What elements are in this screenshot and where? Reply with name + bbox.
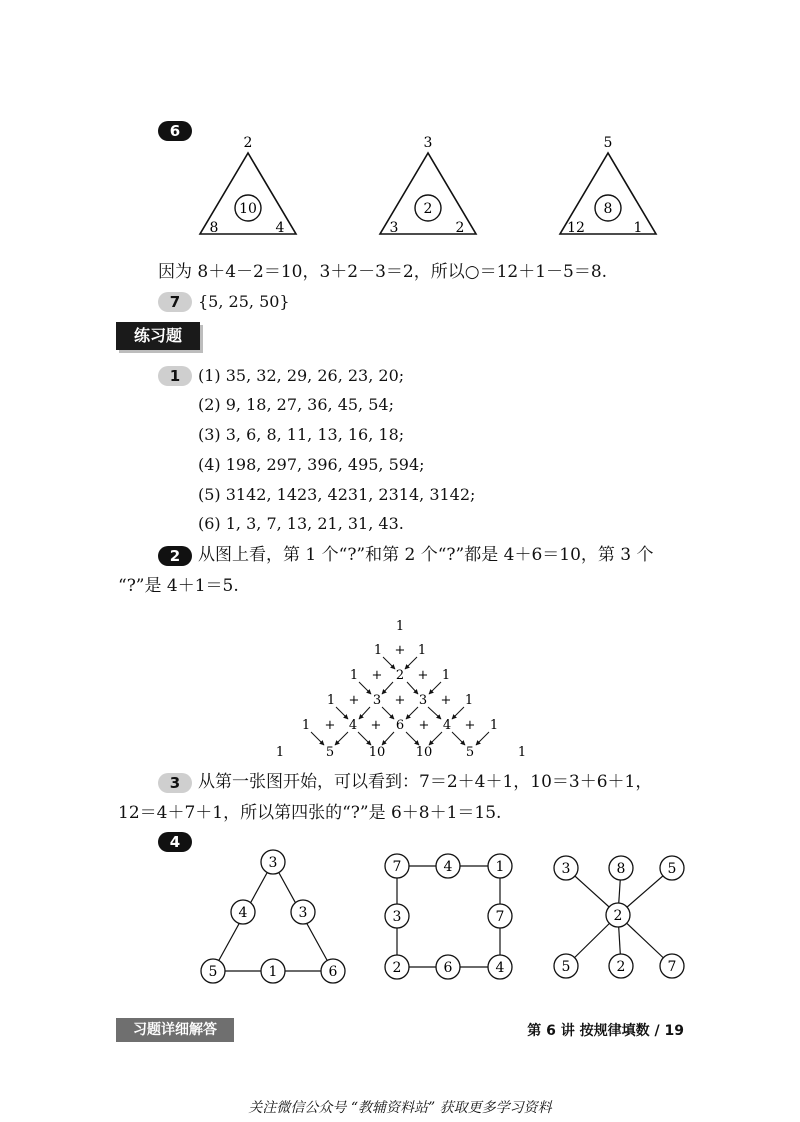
exercise-1-badge: 1 bbox=[158, 366, 192, 386]
triangle-center-number: 10 bbox=[239, 201, 257, 217]
pascal-pyramid-figure bbox=[260, 612, 540, 762]
exercise-1-line-4: (4) 198, 297, 396, 495, 594; bbox=[198, 455, 425, 474]
node-number: 4 bbox=[443, 859, 453, 875]
exercise-1-line-3: (3) 3, 6, 8, 11, 13, 16, 18; bbox=[198, 425, 405, 444]
triangle-right-number: 4 bbox=[275, 220, 285, 236]
node-number: 2 bbox=[392, 960, 402, 976]
exercise-3-line-1: 从第一张图开始，可以看到：7＝2＋4＋1，10＝3＋6＋1， bbox=[198, 772, 653, 792]
triangle-center-number: 2 bbox=[423, 201, 433, 217]
pyramid-number: 3 bbox=[372, 693, 382, 708]
triangle-center-number: 8 bbox=[603, 201, 613, 217]
node-number: 5 bbox=[561, 959, 571, 975]
node-number: 5 bbox=[208, 964, 218, 980]
pyramid-number: 1 bbox=[349, 668, 359, 683]
pyramid-number: 1 bbox=[275, 745, 285, 760]
exercise-1-line-5: (5) 3142, 1423, 4231, 2314, 3142; bbox=[198, 485, 476, 504]
q7-answer: {5, 25, 50} bbox=[198, 292, 290, 311]
triangle-right-number: 1 bbox=[633, 220, 643, 236]
triangle-left-number: 12 bbox=[567, 220, 585, 236]
triangle-top-number: 2 bbox=[243, 135, 253, 151]
exercise-3-badge: 3 bbox=[158, 773, 192, 793]
pyramid-number: 1 bbox=[373, 643, 383, 658]
q6-triangle-1 bbox=[200, 135, 296, 236]
node-number: 8 bbox=[616, 861, 626, 877]
pyramid-plus: + bbox=[440, 693, 452, 708]
node-number: 4 bbox=[238, 905, 248, 921]
triangle-left-number: 3 bbox=[389, 220, 399, 236]
bottom-watermark-note: 关注微信公众号 “教辅资料站” 获取更多学习资料 bbox=[248, 1100, 552, 1116]
pyramid-number: 1 bbox=[489, 718, 499, 733]
triangle-left-number: 8 bbox=[209, 220, 219, 236]
node-number: 7 bbox=[667, 959, 677, 975]
pyramid-number: 10 bbox=[415, 745, 433, 760]
exercise-1-line-1: (1) 35, 32, 29, 26, 23, 20; bbox=[198, 366, 405, 385]
pyramid-number: 1 bbox=[326, 693, 336, 708]
pyramid-number: 4 bbox=[348, 718, 358, 733]
question-7-badge: 7 bbox=[158, 292, 192, 312]
node-number: 1 bbox=[495, 859, 505, 875]
exercise-2-line-2: “?”是 4＋1＝5. bbox=[118, 576, 239, 596]
section-title-exercises: 练习题 bbox=[116, 322, 200, 350]
pyramid-number: 1 bbox=[417, 643, 427, 658]
node-number: 1 bbox=[268, 964, 278, 980]
pyramid-plus: + bbox=[371, 668, 383, 683]
footer-section-label: 习题详细解答 bbox=[116, 1018, 234, 1042]
node-number: 2 bbox=[613, 908, 623, 924]
exercise-2-line-1: 从图上看，第 1 个“?”和第 2 个“?”都是 4＋6＝10，第 3 个 bbox=[198, 545, 654, 565]
q6-triangle-3 bbox=[560, 135, 656, 236]
q6-triangles-figure bbox=[190, 128, 670, 243]
pyramid-plus: + bbox=[464, 718, 476, 733]
pyramid-plus: + bbox=[370, 718, 382, 733]
pyramid-number: 1 bbox=[464, 693, 474, 708]
exercise-2-badge: 2 bbox=[158, 546, 192, 566]
triangle-top-number: 3 bbox=[423, 135, 433, 151]
question-6-badge: 6 bbox=[158, 121, 192, 141]
exercise-1-line-2: (2) 9, 18, 27, 36, 45, 54; bbox=[198, 395, 394, 414]
triangle-right-number: 2 bbox=[455, 220, 465, 236]
pyramid-number: 2 bbox=[395, 668, 405, 683]
node-number: 3 bbox=[561, 861, 571, 877]
pyramid-number: 3 bbox=[418, 693, 428, 708]
pyramid-plus: + bbox=[418, 718, 430, 733]
pyramid-plus: + bbox=[417, 668, 429, 683]
node-number: 3 bbox=[392, 909, 402, 925]
pyramid-number: 1 bbox=[301, 718, 311, 733]
node-number: 7 bbox=[392, 859, 402, 875]
exercise-4-figures bbox=[190, 840, 700, 1000]
node-number: 6 bbox=[443, 960, 453, 976]
pyramid-number: 5 bbox=[465, 745, 475, 760]
pyramid-number: 5 bbox=[325, 745, 335, 760]
pyramid-plus: + bbox=[394, 643, 406, 658]
node-number: 3 bbox=[298, 905, 308, 921]
pyramid-number: 10 bbox=[368, 745, 386, 760]
exercise-3-line-2: 12＝4＋7＋1，所以第四张的“?”是 6＋8＋1＝15. bbox=[118, 803, 502, 823]
q6-explanation: 因为 8＋4－2＝10，3＋2－3＝2，所以○＝12＋1－5＝8. bbox=[158, 262, 608, 282]
node-number: 7 bbox=[495, 909, 505, 925]
node-number: 6 bbox=[328, 964, 338, 980]
pyramid-number: 6 bbox=[395, 718, 405, 733]
pyramid-number: 1 bbox=[395, 619, 405, 634]
node-number: 5 bbox=[667, 861, 677, 877]
triangle-top-number: 5 bbox=[603, 135, 613, 151]
footer-page-info: 第 6 讲 按规律填数 / 19 bbox=[527, 1023, 684, 1039]
node-number: 3 bbox=[268, 855, 278, 871]
pyramid-number: 1 bbox=[517, 745, 527, 760]
pyramid-plus: + bbox=[348, 693, 360, 708]
pyramid-plus: + bbox=[324, 718, 336, 733]
node-number: 2 bbox=[616, 959, 626, 975]
node-number: 4 bbox=[495, 960, 505, 976]
q6-triangle-2 bbox=[380, 135, 476, 236]
exercise-4-badge: 4 bbox=[158, 832, 192, 852]
exercise-1-line-6: (6) 1, 3, 7, 13, 21, 31, 43. bbox=[198, 514, 404, 533]
pyramid-number: 1 bbox=[441, 668, 451, 683]
pyramid-plus: + bbox=[394, 693, 406, 708]
pyramid-number: 4 bbox=[442, 718, 452, 733]
